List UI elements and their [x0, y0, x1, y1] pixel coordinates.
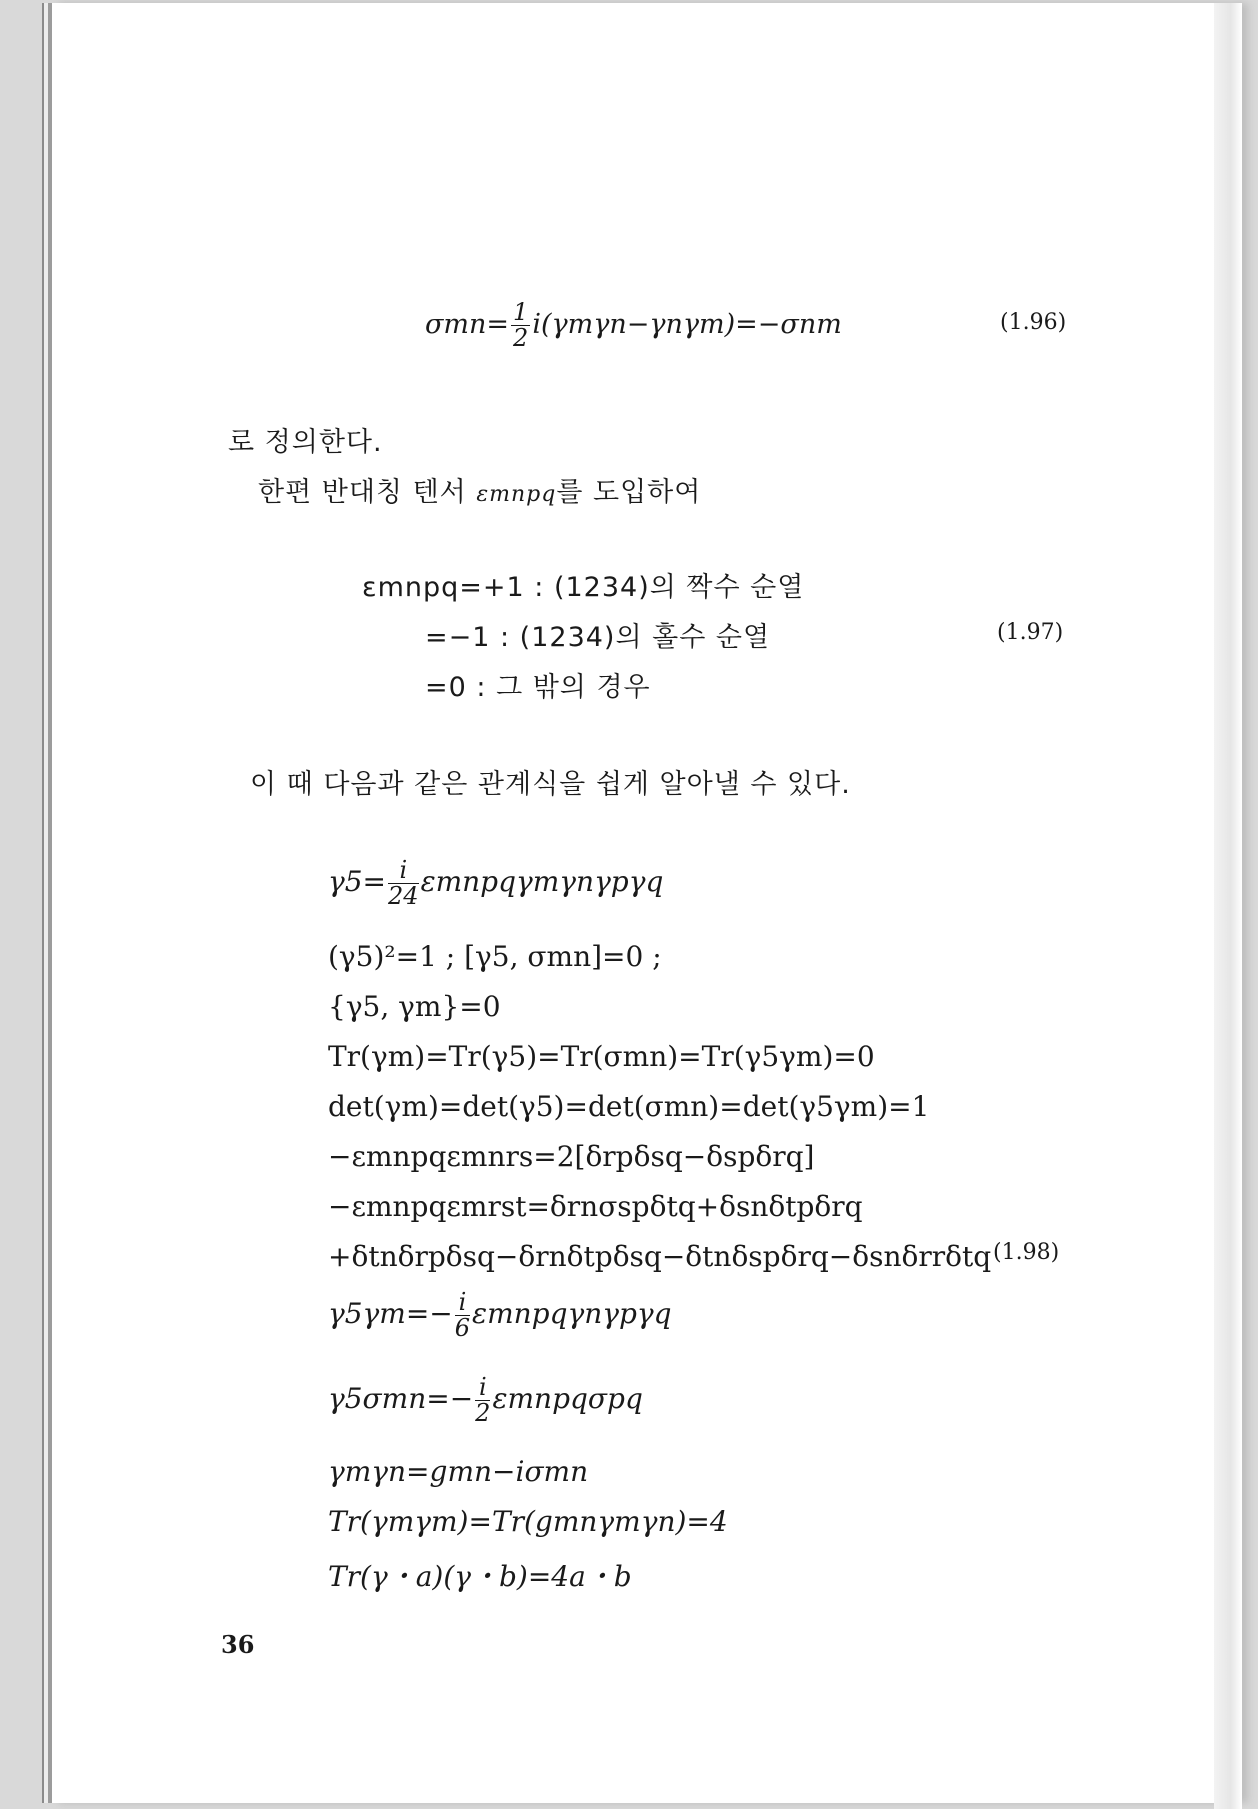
eq197-line-1: εmnpq=+1 : (1234)의 짝수 순열 — [362, 572, 805, 603]
eq198-l10-num: i — [475, 1375, 490, 1401]
eq196-den: 2 — [513, 324, 529, 353]
eq198-l10-den: 2 — [475, 1399, 491, 1428]
equation-number-1-96: (1.96) — [1000, 310, 1067, 335]
paragraph-antisymmetric-tensor — [258, 470, 701, 509]
eq198-line-6: −εmnpqεmnrs=2[δrpδsq−δspδrq] — [328, 1140, 815, 1173]
eq198-l10-fraction — [475, 1375, 490, 1426]
eq198-l9-lhs: γ5γm=− — [328, 1297, 453, 1331]
para2-text-a: 한편 반대칭 텐서 — [258, 477, 477, 508]
eq198-line-5: det(γm)=det(γ5)=det(σmn)=det(γ5γm)=1 — [328, 1090, 930, 1123]
para2-symbol: εmnpq — [476, 482, 557, 507]
eq198-line-13: Tr(γ・a)(γ・b)=4a・b — [328, 1560, 632, 1593]
equation-1-96 — [425, 300, 842, 351]
eq198-l1-fraction — [388, 858, 419, 909]
eq198-line-1 — [328, 858, 663, 909]
eq196-fraction — [511, 300, 530, 351]
para2-text-b: 를 도입하여 — [556, 477, 702, 508]
eq196-num: 1 — [513, 298, 529, 326]
eq197-line-2: =−1 : (1234)의 홀수 순열 — [425, 622, 771, 653]
eq196-rhs: i(γmγn−γnγm)=−σnm — [532, 309, 842, 341]
eq197-line-3: =0 : 그 밖의 경우 — [425, 672, 651, 703]
page-edge — [1214, 3, 1242, 1809]
eq198-line-11: γmγn=gmn−iσmn — [328, 1455, 589, 1488]
eq198-l1-rhs: εmnpqγmγnγpγq — [420, 865, 664, 899]
eq198-line-3: {γ5, γm}=0 — [328, 990, 501, 1023]
eq196-lhs: σmn= — [425, 309, 510, 341]
eq198-l9-rhs: εmnpqγnγpγq — [472, 1297, 672, 1331]
eq198-l1-den: 24 — [388, 882, 419, 911]
eq198-l10-rhs: εmnpqσpq — [492, 1382, 643, 1416]
eq198-l1-num: i — [388, 858, 419, 884]
page-number: 36 — [221, 1630, 255, 1659]
eq198-l9-num: i — [455, 1290, 470, 1316]
eq198-l9-den: 6 — [454, 1314, 471, 1343]
eq198-line-10 — [328, 1375, 643, 1426]
eq198-line-9 — [328, 1290, 672, 1341]
equation-number-1-98: (1.98) — [993, 1240, 1060, 1265]
eq198-l10-lhs: γ5σmn=− — [328, 1382, 474, 1416]
eq198-line-7: −εmnpqεmrst=δrnσspδtq+δsnδtpδrq — [328, 1190, 863, 1223]
paragraph-defined: 로 정의한다. — [228, 427, 383, 458]
equation-number-1-97: (1.97) — [997, 620, 1064, 645]
eq198-l9-fraction — [455, 1290, 470, 1341]
eq198-line-4: Tr(γm)=Tr(γ5)=Tr(σmn)=Tr(γ5γm)=0 — [328, 1040, 875, 1073]
eq198-line-12: Tr(γmγm)=Tr(gmnγmγn)=4 — [328, 1505, 728, 1538]
eq198-l1-lhs: γ5= — [328, 865, 387, 899]
eq198-line-2: (γ5)²=1 ; [γ5, σmn]=0 ; — [328, 940, 662, 973]
eq198-line-8: +δtnδrpδsq−δrnδtpδsq−δtnδspδrq−δsnδrrδtq — [328, 1240, 992, 1273]
paragraph-relations: 이 때 다음과 같은 관계식을 쉽게 알아낼 수 있다. — [250, 769, 851, 800]
